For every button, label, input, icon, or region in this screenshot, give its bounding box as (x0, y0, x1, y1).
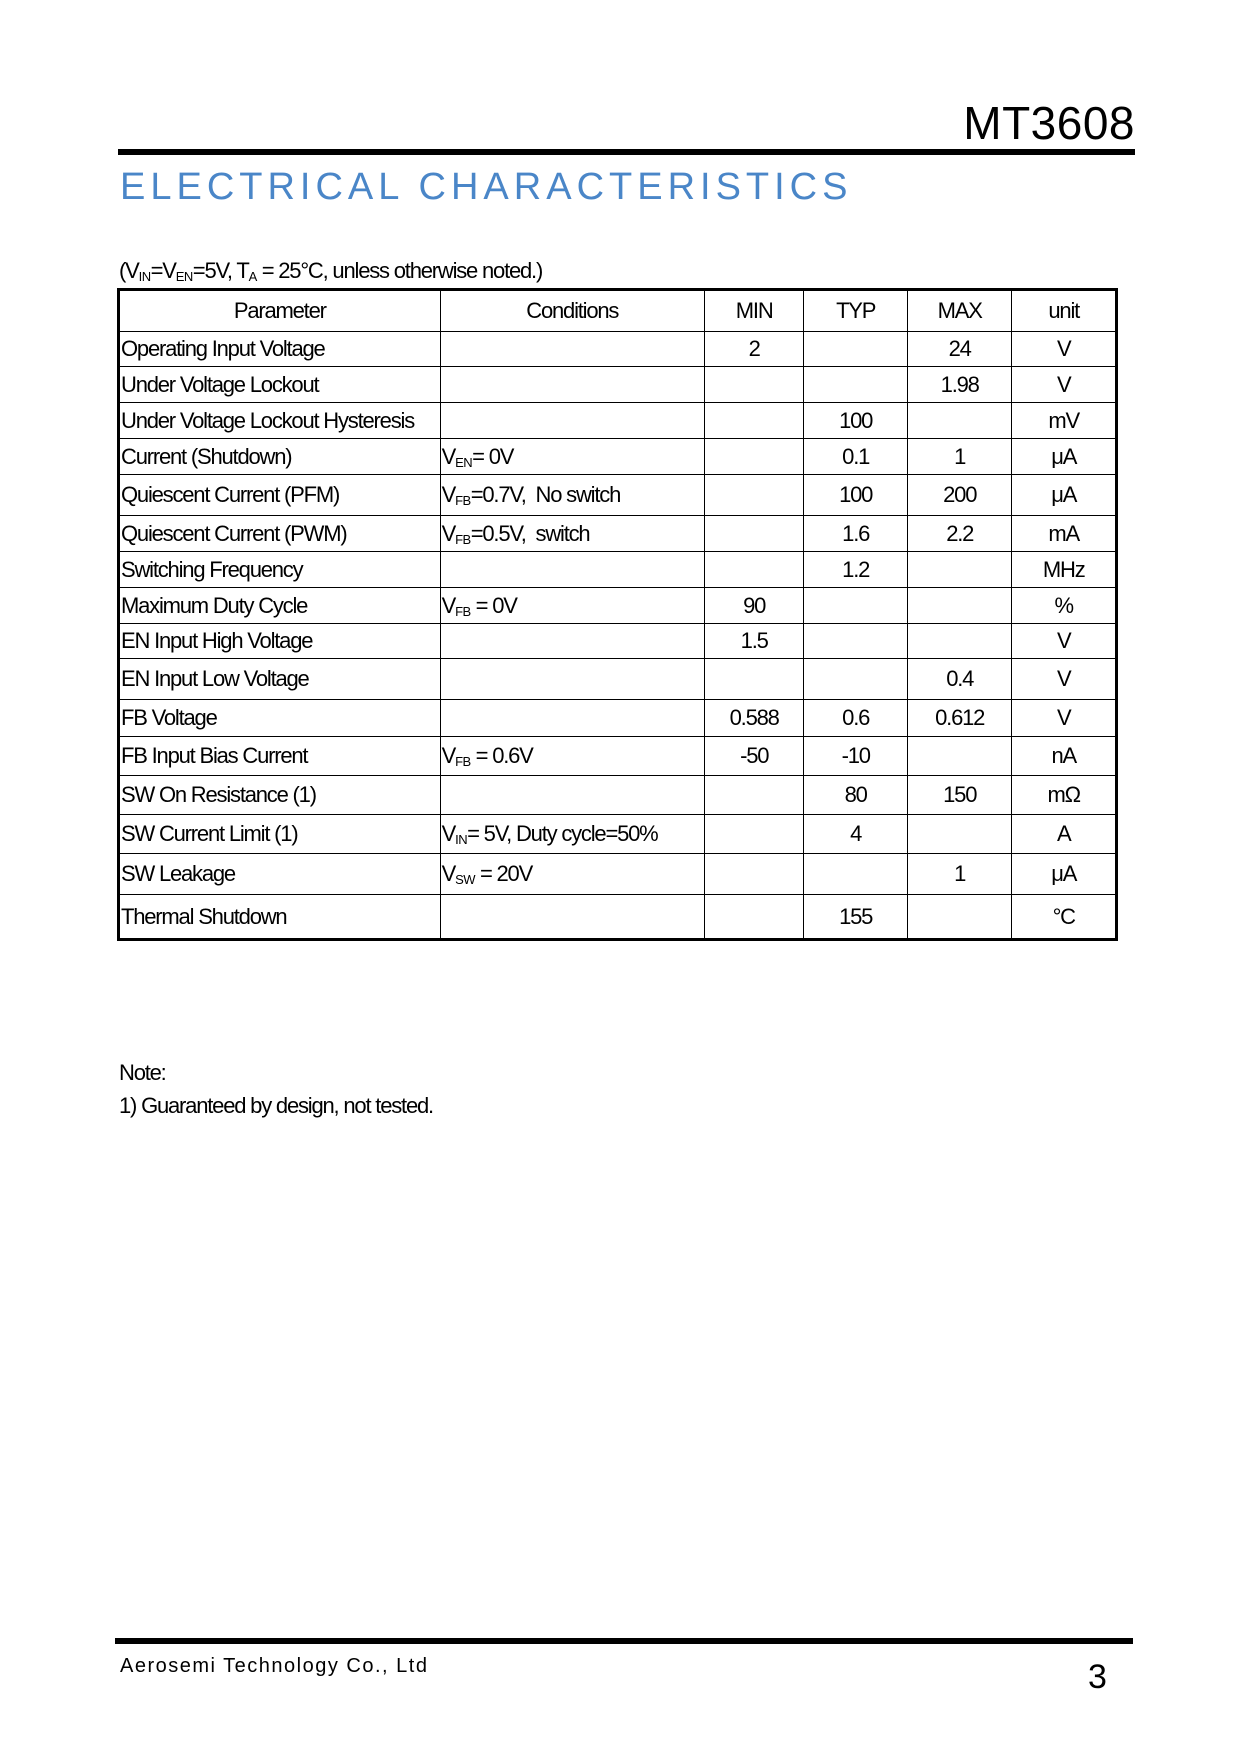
conditions-cell (440, 403, 704, 439)
conditions-cell: $V_{EN}= 0V$ (440, 439, 704, 475)
min-cell: 1.5 (704, 624, 803, 659)
table-row (119, 895, 1117, 940)
table-row (119, 439, 1117, 475)
note-item: 1) Guaranteed by design, not tested. (119, 1093, 433, 1118)
conditions-cell (440, 700, 704, 737)
typ-cell: 80 (804, 776, 908, 815)
table-row (119, 854, 1117, 895)
max-cell: 1 (907, 439, 1012, 475)
parameter-cell: Operating Input Voltage (119, 332, 441, 367)
parameter-cell: FB Voltage (119, 700, 441, 737)
table-row (119, 659, 1117, 700)
conditions-cell (440, 552, 704, 588)
conditions-cell (440, 367, 704, 403)
page-number: 3 (1088, 1658, 1107, 1696)
unit-cell: V (1012, 700, 1117, 737)
conditions-cell: $V_{FB} = 0V$ (440, 588, 704, 624)
max-cell: 200 (907, 475, 1012, 516)
unit-cell: V (1012, 659, 1117, 700)
min-cell: -50 (704, 737, 803, 776)
typ-cell: 100 (804, 403, 908, 439)
max-cell (907, 552, 1012, 588)
min-cell (704, 854, 803, 895)
typ-cell: 1.2 (804, 552, 908, 588)
parameter-cell: Switching Frequency (119, 552, 441, 588)
max-cell: 150 (907, 776, 1012, 815)
table-row (119, 403, 1117, 439)
typ-cell: 0.6 (804, 700, 908, 737)
max-cell: 24 (907, 332, 1012, 367)
conditions-cell: $V_{IN}= 5V$, Duty cycle=50% (440, 815, 704, 854)
min-cell: 0.588 (704, 700, 803, 737)
test-conditions: ($V_{IN}=V_{EN}=5V$, $T_A = 25^\circ C$, unless otherwise noted.) (119, 258, 543, 284)
table-header-row (119, 290, 1117, 332)
min-cell (704, 475, 803, 516)
unit-cell: mA (1012, 516, 1117, 552)
parameter-cell: FB Input Bias Current (119, 737, 441, 776)
table-row (119, 700, 1117, 737)
parameter-cell: SW Leakage (119, 854, 441, 895)
unit-cell: % (1012, 588, 1117, 624)
header-conditions: Conditions (440, 290, 704, 332)
conditions-cell (440, 332, 704, 367)
min-cell: 2 (704, 332, 803, 367)
footer-rule (115, 1638, 1133, 1644)
header-typ: TYP (804, 290, 908, 332)
header-parameter: Parameter (119, 290, 441, 332)
max-cell (907, 895, 1012, 940)
max-cell: 1 (907, 854, 1012, 895)
typ-cell (804, 588, 908, 624)
min-cell (704, 815, 803, 854)
unit-cell: V (1012, 367, 1117, 403)
parameter-cell: Under Voltage Lockout (119, 367, 441, 403)
header-min: MIN (704, 290, 803, 332)
min-cell (704, 516, 803, 552)
parameter-cell: Quiescent Current (PFM) (119, 475, 441, 516)
max-cell (907, 737, 1012, 776)
conditions-cell (440, 624, 704, 659)
conditions-cell: $V_{SW} = 20V$ (440, 854, 704, 895)
typ-cell (804, 659, 908, 700)
typ-cell: -10 (804, 737, 908, 776)
min-cell (704, 403, 803, 439)
conditions-cell (440, 895, 704, 940)
typ-cell: 155 (804, 895, 908, 940)
parameter-cell: Maximum Duty Cycle (119, 588, 441, 624)
max-cell (907, 403, 1012, 439)
table-row (119, 776, 1117, 815)
min-cell: 90 (704, 588, 803, 624)
unit-cell: μA (1012, 439, 1117, 475)
conditions-cell (440, 776, 704, 815)
parameter-cell: EN Input High Voltage (119, 624, 441, 659)
min-cell (704, 895, 803, 940)
unit-cell: °C (1012, 895, 1117, 940)
table-row (119, 516, 1117, 552)
parameter-cell: SW Current Limit (1) (119, 815, 441, 854)
table-row (119, 367, 1117, 403)
part-number: MT3608 (963, 97, 1135, 149)
typ-cell (804, 854, 908, 895)
typ-cell: 1.6 (804, 516, 908, 552)
table-row (119, 815, 1117, 854)
typ-cell (804, 624, 908, 659)
max-cell (907, 624, 1012, 659)
conditions-cell: $V_{FB}=0.7V$, No switch (440, 475, 704, 516)
table-row (119, 552, 1117, 588)
unit-cell: MHz (1012, 552, 1117, 588)
typ-cell: 4 (804, 815, 908, 854)
parameter-cell: Thermal Shutdown (119, 895, 441, 940)
typ-cell: 0.1 (804, 439, 908, 475)
unit-cell: V (1012, 332, 1117, 367)
table-row (119, 475, 1117, 516)
parameter-cell: Quiescent Current (PWM) (119, 516, 441, 552)
table-row (119, 737, 1117, 776)
conditions-cell (440, 659, 704, 700)
unit-cell: A (1012, 815, 1117, 854)
typ-cell (804, 367, 908, 403)
conditions-cell: $V_{FB}=0.5V$, switch (440, 516, 704, 552)
note-label: Note: (119, 1060, 166, 1085)
unit-cell: μA (1012, 854, 1117, 895)
conditions-cell: $V_{FB} = 0.6V$ (440, 737, 704, 776)
max-cell (907, 588, 1012, 624)
min-cell (704, 659, 803, 700)
min-cell (704, 552, 803, 588)
max-cell: 1.98 (907, 367, 1012, 403)
header-max: MAX (907, 290, 1012, 332)
min-cell (704, 439, 803, 475)
unit-cell: μA (1012, 475, 1117, 516)
table-row (119, 624, 1117, 659)
min-cell (704, 367, 803, 403)
electrical-characteristics-table (117, 288, 1118, 941)
max-cell: 2.2 (907, 516, 1012, 552)
unit-cell: mV (1012, 403, 1117, 439)
max-cell: 0.4 (907, 659, 1012, 700)
unit-cell: mΩ (1012, 776, 1117, 815)
unit-cell: V (1012, 624, 1117, 659)
max-cell (907, 815, 1012, 854)
header-rule (118, 149, 1135, 155)
parameter-cell: Current (Shutdown) (119, 439, 441, 475)
unit-cell: nA (1012, 737, 1117, 776)
typ-cell (804, 332, 908, 367)
max-cell: 0.612 (907, 700, 1012, 737)
min-cell (704, 776, 803, 815)
table-row (119, 332, 1117, 367)
typ-cell: 100 (804, 475, 908, 516)
header-unit: unit (1012, 290, 1117, 332)
table-row (119, 588, 1117, 624)
parameter-cell: EN Input Low Voltage (119, 659, 441, 700)
parameter-cell: Under Voltage Lockout Hysteresis (119, 403, 441, 439)
section-title: ELECTRICAL CHARACTERISTICS (120, 166, 853, 208)
company-name: Aerosemi Technology Co., Ltd (120, 1655, 429, 1677)
parameter-cell: SW On Resistance (1) (119, 776, 441, 815)
